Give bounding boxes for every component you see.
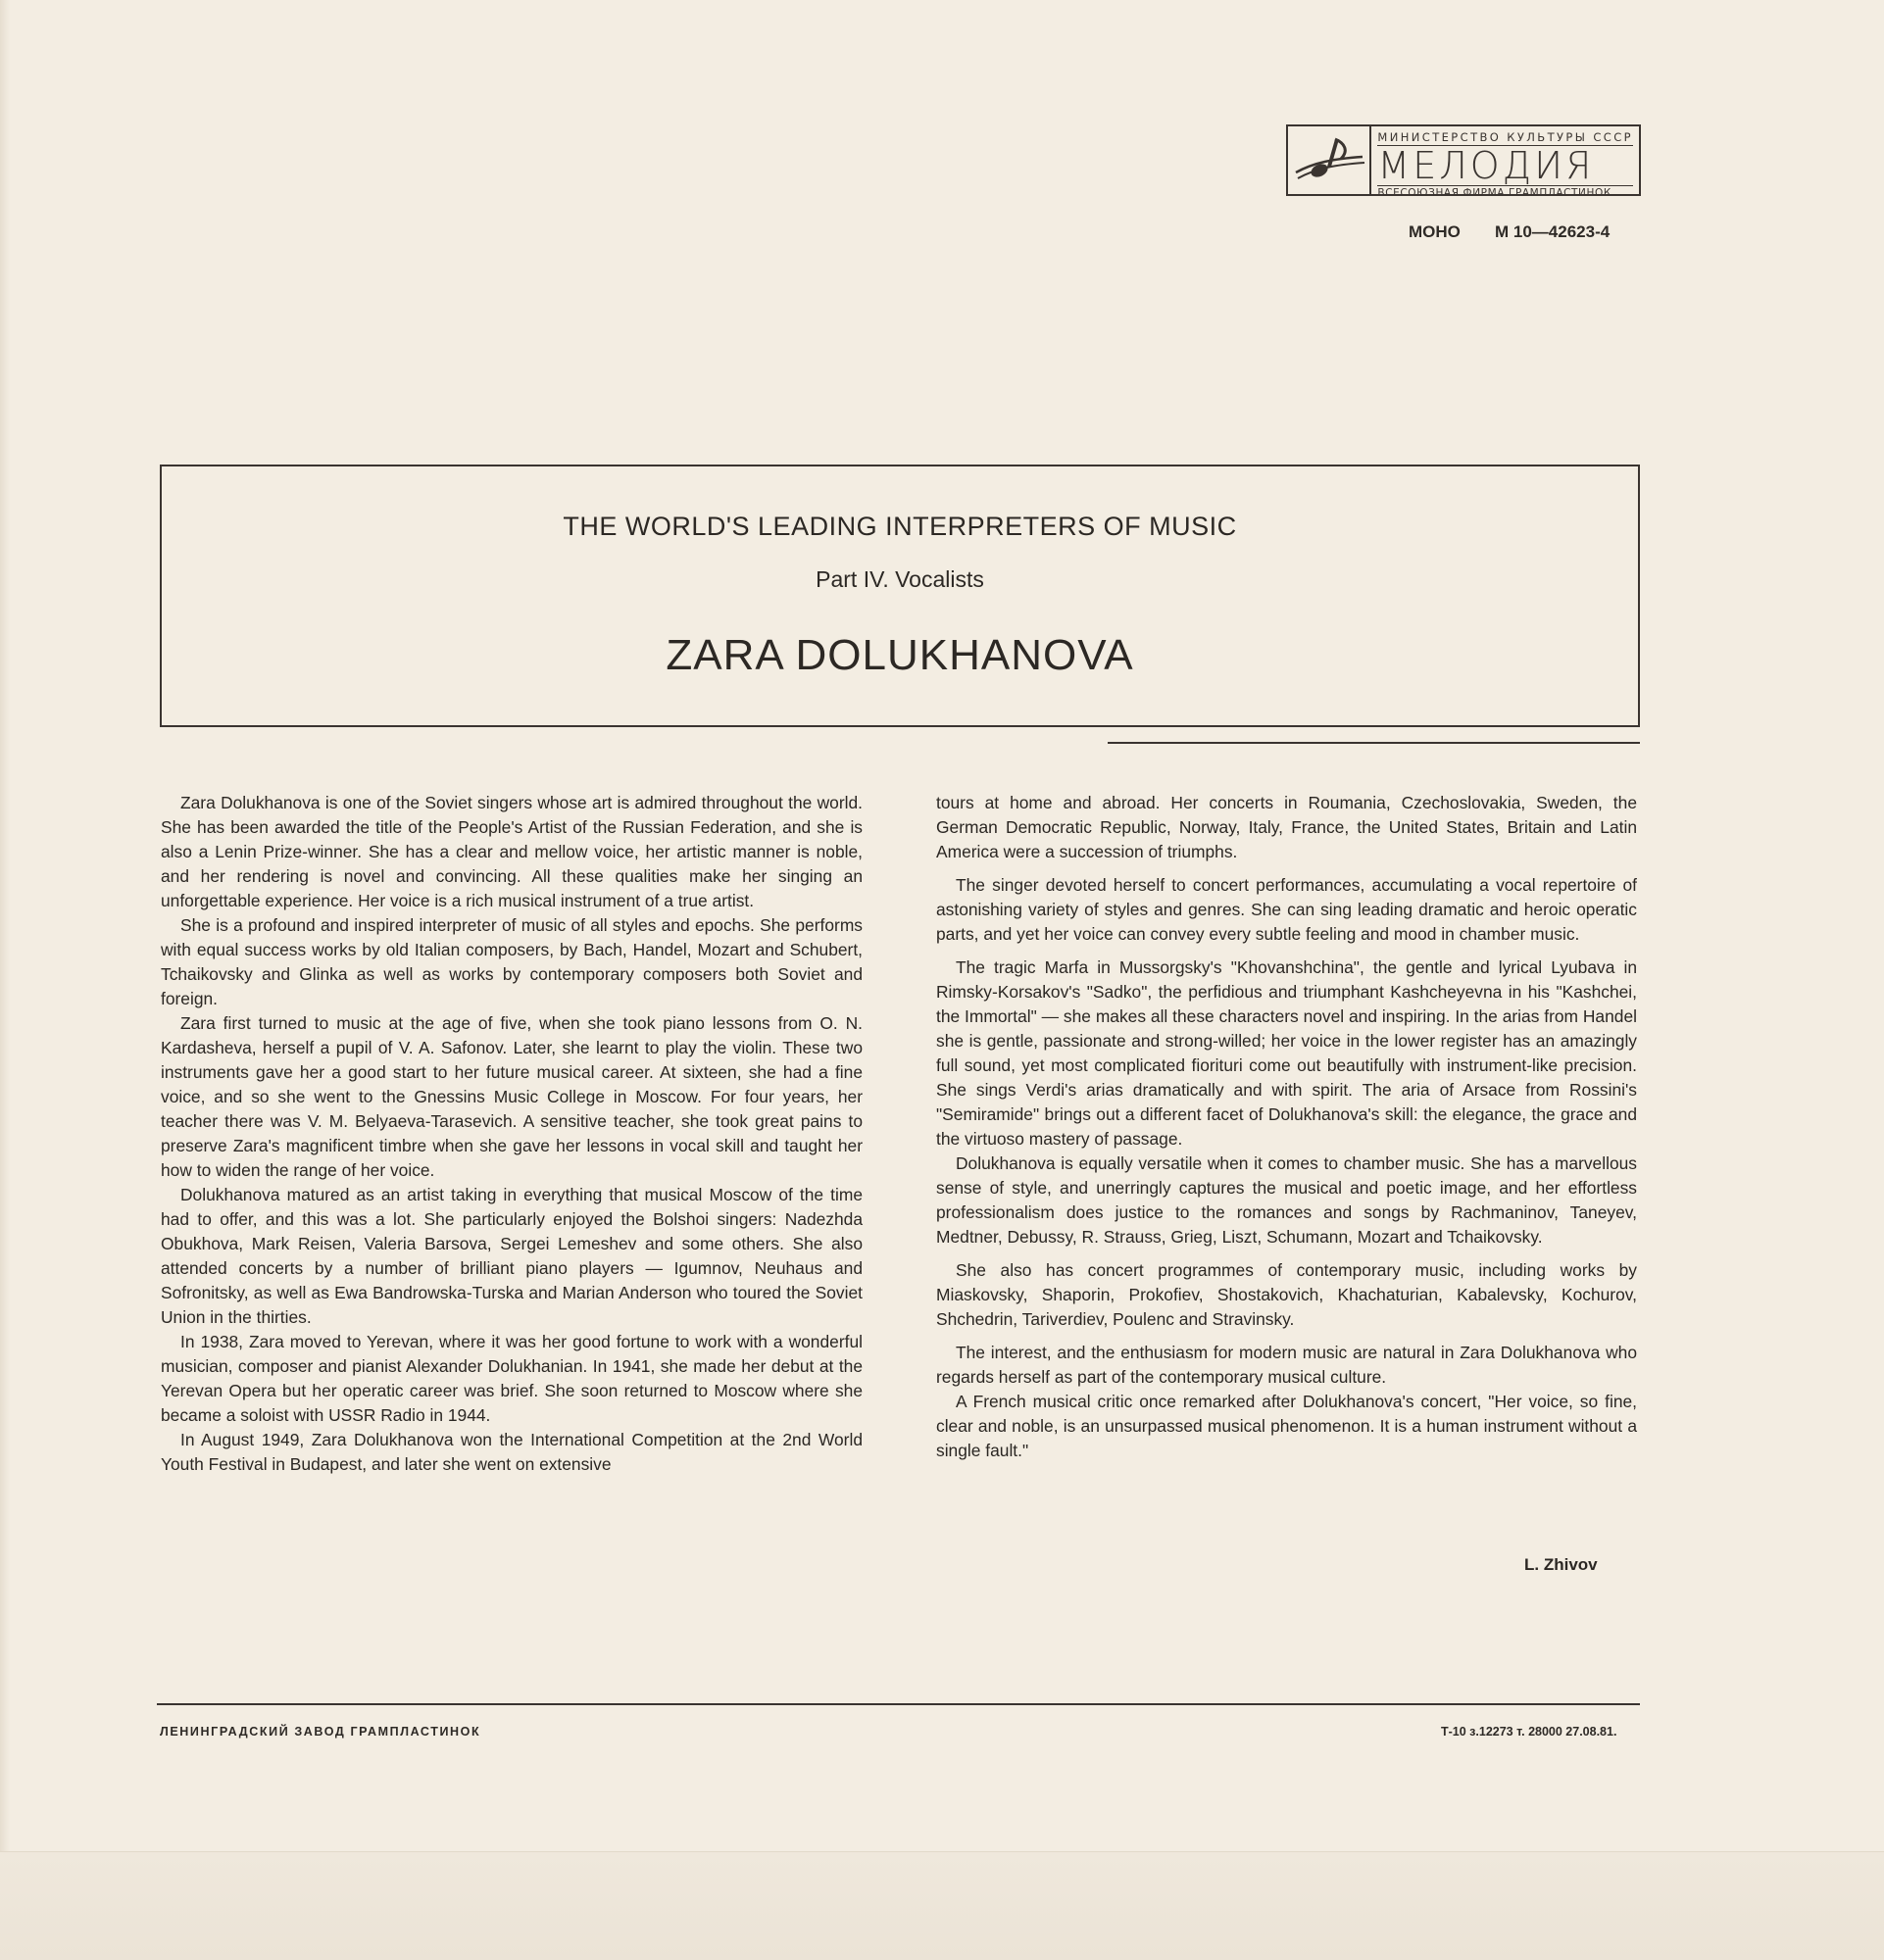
paragraph: She also has concert programmes of contemporary music, including works by Miaskovsky, Shaporin, Prokofiev, Shostakovich, Khachaturian, Kabalevsky, Kochurov, Shchedrin, Tariverdiev, Poulenc and Stravinsky. [936,1260,1637,1329]
logo-ministry: МИНИСТЕРСТВО КУЛЬТУРЫ СССР [1377,130,1633,144]
paragraph: The interest, and the enthusiasm for modern music are natural in Zara Dolukhanova who regards herself as part of the contemporary musical culture. [936,1343,1637,1387]
factory-name: ЛЕНИНГРАДСКИЙ ЗАВОД ГРАМПЛАСТИНОК [160,1725,481,1739]
paragraph: Zara first turned to music at the age of five, when she took piano lessons from O. N. Kardasheva, herself a pupil of V. A. Safonov. Later, she learnt to play the violin. These two instruments gave her a good start to her future musical career. At sixteen, she had a fine voice, and so she went to the Gnessins Music College in Moscow. For four years, her teacher there was V. M. Belyaeva-Tarasevich. A sensitive teacher, she took great pains to preserve Zara's magnificent timbre when she gave her lessons in vocal skill and taught her how to widen the range of her voice. [161,1013,863,1180]
liner-notes-left-column [161,791,863,1477]
paragraph: tours at home and abroad. Her concerts in Roumania, Czechoslovakia, Sweden, the German Democratic Republic, Norway, Italy, France, the United States, Britain and Latin America were a succession of triumphs. [936,793,1637,861]
series-title: THE WORLD'S LEADING INTERPRETERS OF MUSIC [563,512,1237,541]
logo-brand: МЕЛОДИЯ [1377,144,1595,187]
record-format: МОНО [1409,222,1461,241]
liner-notes-right-column [936,791,1637,1472]
sleeve-left-edge [0,0,10,1960]
paragraph: Dolukhanova is equally versatile when it comes to chamber music. She has a marvellous sense of style, and unerringly captures the musical and poetic image, and her effortless professionalism does justice to the romances and songs by Rachmaninov, Taneyev, Medtner, Debussy, R. Strauss, Grieg, Liszt, Schumann, Mozart and Tchaikovsky. [936,1153,1637,1247]
title-box [160,465,1640,727]
paragraph: In August 1949, Zara Dolukhanova won the International Competition at the 2nd World Youth Festival in Budapest, and later she went on extensive [161,1430,863,1474]
paragraph: In 1938, Zara moved to Yerevan, where it was her good fortune to work with a wonderful musician, composer and pianist Alexander Dolukhanian. In 1941, she made her debut at the Yerevan Opera but her operatic career was brief. She soon returned to Moscow where she became a soloist with USSR Radio in 1944. [161,1332,863,1425]
sleeve-bottom-flap [0,1851,1884,1960]
paragraph: Dolukhanova matured as an artist taking in everything that musical Moscow of the time had to offer, and this was a lot. She particularly enjoyed the Bolshoi singers: Nadezhda Obukhova, Mark Reisen, Valeria Barsova, Sergei Lemeshev and some others. She also attended concerts by a number of brilliant piano players — Igumnov, Neuhaus and Sofronitsky, as well as Ewa Bandrowska-Turska and Marian Anderson who toured the Soviet Union in the thirties. [161,1185,863,1327]
melodiya-logo [1286,124,1641,199]
paragraph: She is a profound and inspired interpreter of music of all styles and epochs. She performs with equal success works by old Italian composers, by Bach, Handel, Mozart and Schubert, Tchaikovsky and Glinka as well as works by contemporary composers both Soviet and foreign. [161,915,863,1008]
part-title: Part IV. Vocalists [816,566,984,592]
title-rule [1108,742,1640,744]
melodiya-note-icon [1288,126,1371,194]
paragraph: The singer devoted herself to concert performances, accumulating a vocal repertoire of astonishing variety of styles and genres. She can sing leading dramatic and heroic operatic parts, and yet her voice can convey every subtle feeling and mood in chamber music. [936,875,1637,944]
print-info: Т-10 з.12273 т. 28000 27.08.81. [1441,1725,1617,1739]
catalog-number: М 10—42623-4 [1495,222,1611,241]
author-signature: L. Zhivov [1524,1555,1598,1574]
logo-company: ВСЕСОЮЗНАЯ ФИРМА ГРАМПЛАСТИНОК [1377,185,1633,199]
paragraph: A French musical critic once remarked after Dolukhanova's concert, "Her voice, so fine, clear and noble, is an unsurpassed musical phenomenon. It is a human instrument without a single fault." [936,1392,1637,1460]
footer-rule [157,1703,1640,1705]
artist-name: ZARA DOLUKHANOVA [666,631,1134,679]
paragraph: The tragic Marfa in Mussorgsky's "Khovanshchina", the gentle and lyrical Lyubava in Rimsky-Korsakov's "Sadko", the perfidious and triumphant Kashcheyevna in his "Kashchei, the Immortal" — she makes all these characters novel and inspiring. In the arias from Handel she is gentle, passionate and strong-willed; her voice in the lower register has an amazingly full sound, yet most complicated fioriturі come out beautifully with instrument-like precision. She sings Verdi's arias dramatically and with spirit. The aria of Arsace from Rossini's "Semiramide" brings out a different facet of Dolukhanova's skill: the elegance, the grace and the virtuoso mastery of passage. [936,957,1637,1149]
paragraph: Zara Dolukhanova is one of the Soviet singers whose art is admired throughout the world. She has been awarded the title of the People's Artist of the Russian Federation, and she is also a Lenin Prize-winner. She has a clear and mellow voice, her artistic manner is noble, and her rendering is novel and convincing. All these qualities make her singing an unforgettable experience. Her voice is a rich musical instrument of a true artist. [161,793,863,910]
